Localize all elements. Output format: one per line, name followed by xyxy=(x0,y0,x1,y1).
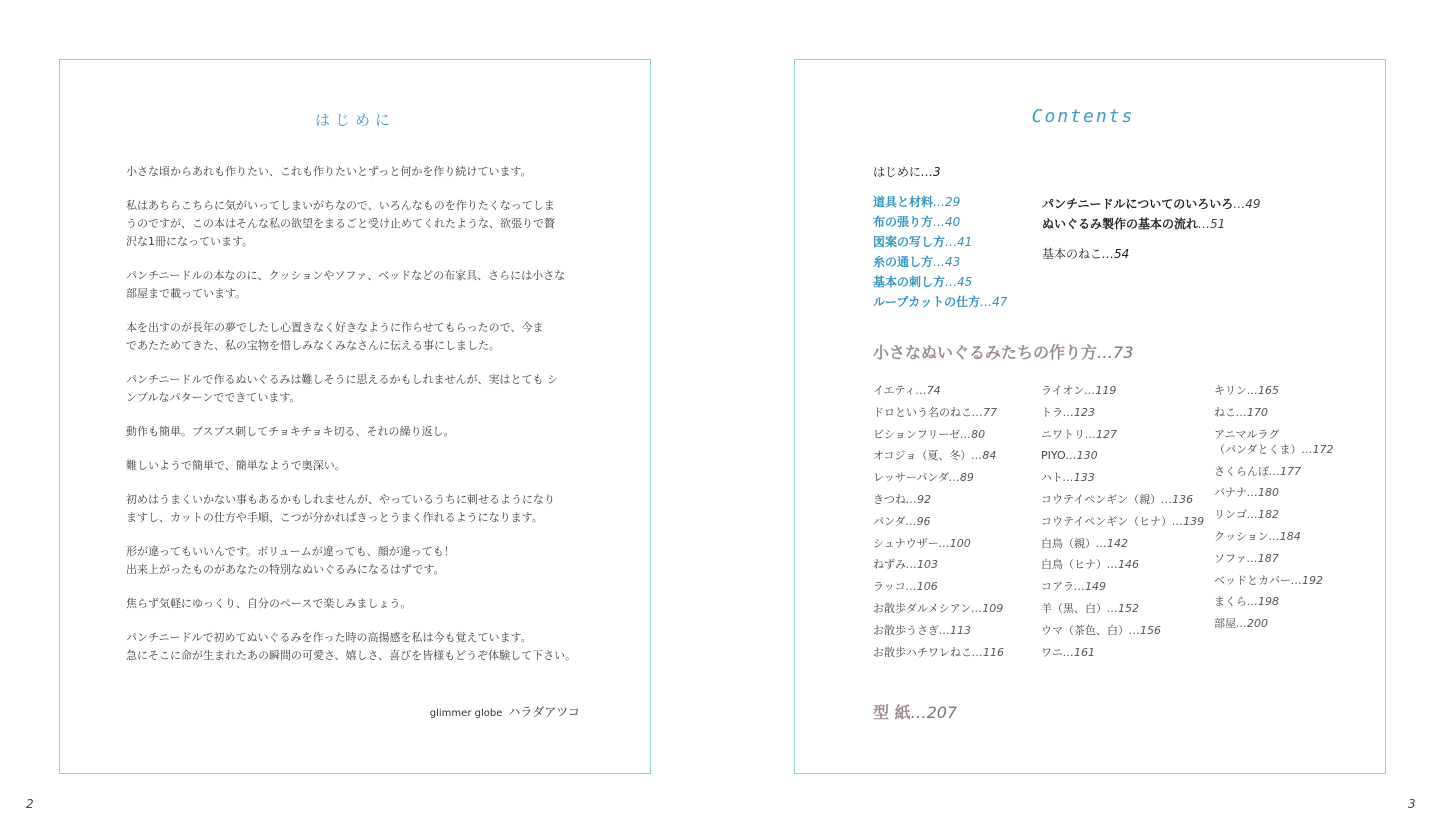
signature xyxy=(126,703,580,720)
section-heading-label: 小さなぬいぐるみたちの作り方 xyxy=(873,343,1098,362)
toc-page: …54 xyxy=(1102,247,1130,261)
toc-label: ループカットの仕方 xyxy=(873,295,981,309)
toc-page: …51 xyxy=(1198,217,1226,231)
intro-paragraph: パンチニードルで作るぬいぐるみは難しそうに思えるかもしれませんが、実はとても シ ンプルなパターンでできています。 xyxy=(126,373,559,404)
toc-page: …41 xyxy=(945,235,973,249)
intro-paragraph: 本を出すのが長年の夢でしたし心置きなく好きなように作らせてもらったので、今ま であたためてきた、私の宝物を惜しみなくみなさんに伝える事にしました。 xyxy=(126,321,544,352)
toc-label: パンチニードルについてのいろいろ xyxy=(1042,197,1234,211)
toc-list-item[interactable]: ワニ…161 xyxy=(1041,645,1095,659)
toc-list-item[interactable]: きつね…92 xyxy=(873,492,931,506)
toc-list-item[interactable]: ソファ…187 xyxy=(1214,551,1279,565)
section-heading-page: …73 xyxy=(1097,343,1134,362)
intro-paragraph: パンチニードルの本なのに、クッションやソファ、ベッドなどの布家具、さらには小さな 部屋まで載っています。 xyxy=(126,269,566,300)
toc-basics-item[interactable] xyxy=(873,232,972,252)
toc-label: 布の張り方 xyxy=(873,215,934,229)
toc-page: …45 xyxy=(945,275,973,289)
toc-basics-item[interactable] xyxy=(873,252,960,272)
toc-list-item[interactable]: 白鳥（親）…142 xyxy=(1041,536,1128,550)
page-number-left: 2 xyxy=(26,797,34,811)
toc-list-item[interactable]: リンゴ…182 xyxy=(1214,508,1279,522)
toc-basics-item[interactable] xyxy=(873,292,1007,312)
toc-list-item[interactable]: イエティ…74 xyxy=(873,384,941,397)
intro-paragraph: 動作も簡単。ブスブス刺してチョキチョキ切る、それの繰り返し。 xyxy=(126,425,455,438)
toc-label: 基本のねこ xyxy=(1042,247,1103,261)
toc-list-item[interactable]: オコジョ（夏、冬）…84 xyxy=(873,449,997,463)
toc-page: …43 xyxy=(933,255,961,269)
toc-list-item[interactable]: パンダ…96 xyxy=(873,514,931,528)
toc-list-item[interactable]: ニワトリ…127 xyxy=(1041,427,1117,441)
toc-basics-item[interactable] xyxy=(873,192,960,212)
toc-list-item[interactable]: 白鳥（ヒナ）…146 xyxy=(1041,558,1139,572)
toc-intro[interactable] xyxy=(873,162,941,182)
intro-paragraph: 形が違ってもいいんです。ボリュームが違っても、顔が違っても！ 出来上がったものがあなたの特別なぬいぐるみになるはずです。 xyxy=(126,545,455,576)
toc-column-1 xyxy=(873,380,1004,663)
toc-list-item[interactable]: クッション…184 xyxy=(1214,529,1301,543)
toc-page: …49 xyxy=(1233,197,1261,211)
section-heading-small-plush[interactable] xyxy=(873,340,1133,363)
toc-list-item[interactable]: お散歩ハチワレねこ…116 xyxy=(873,645,1004,659)
toc-list-item[interactable]: ねずみ…103 xyxy=(873,558,938,572)
intro-paragraph: パンチニードルで初めてぬいぐるみを作った時の高揚感を私は今も覚えています。 急にそこに命が生まれたあの瞬間の可愛さ、嬉しさ、喜びを皆様もどうぞ体験して下さい。 xyxy=(126,631,577,662)
toc-list-item[interactable]: まくら…198 xyxy=(1214,595,1279,609)
contents-title: Contents xyxy=(1031,106,1135,127)
signature-name: ハラダアツコ xyxy=(508,705,580,719)
toc-label: はじめに xyxy=(873,165,922,179)
toc-list-item[interactable]: お散歩うさぎ…113 xyxy=(873,623,971,637)
toc-list-item[interactable]: レッサーパンダ…89 xyxy=(873,471,974,485)
toc-list-item[interactable]: キリン…165 xyxy=(1214,384,1279,397)
toc-guide-item[interactable] xyxy=(1042,214,1225,234)
intro-paragraph: 難しいようで簡単で、簡単なようで奥深い。 xyxy=(126,459,346,472)
toc-list-item[interactable]: ラッコ…106 xyxy=(873,580,938,594)
toc-list-item[interactable]: アニマルラグ （パンダとくま）…172 xyxy=(1214,427,1334,456)
toc-basic-cat[interactable] xyxy=(1042,244,1129,264)
toc-page: …40 xyxy=(933,215,961,229)
toc-list-item[interactable]: 部屋…200 xyxy=(1214,617,1268,631)
toc-list-item[interactable]: バナナ…180 xyxy=(1214,486,1279,500)
toc-label: 図案の写し方 xyxy=(873,235,946,249)
toc-guide-item[interactable] xyxy=(1042,194,1261,214)
toc-basics-item[interactable] xyxy=(873,212,960,232)
toc-list-item[interactable]: PIYO…130 xyxy=(1041,449,1098,463)
toc-list-item[interactable]: さくらんぼ…177 xyxy=(1214,464,1301,478)
toc-list-item[interactable]: ドロという名のねこ…77 xyxy=(873,405,997,419)
toc-list-item[interactable]: コウテイペンギン（ヒナ）…139 xyxy=(1041,514,1205,528)
section-heading-pattern[interactable] xyxy=(873,700,957,723)
toc-column-3 xyxy=(1214,380,1334,635)
toc-list-item[interactable]: トラ…123 xyxy=(1041,405,1095,419)
intro-paragraph: 私はあちらこちらに気がいってしまいがちなので、いろんなものを作りたくなってしま うのですが、この本はそんな私の欲望をまるごと受け止めてくれたような、欲張りで贅 沢な1冊になっています。 xyxy=(126,199,555,248)
toc-list-item[interactable]: お散歩ダルメシアン…109 xyxy=(873,601,1004,615)
toc-list-item[interactable]: ウマ（茶色、白）…156 xyxy=(1041,623,1161,637)
toc-list-item[interactable]: ベッドとカバー…192 xyxy=(1214,573,1323,587)
page-number-right: 3 xyxy=(1408,797,1416,811)
toc-list-item[interactable]: シュナウザー…100 xyxy=(873,536,971,550)
section-heading-label: 型 紙 xyxy=(873,703,911,722)
toc-list-item[interactable]: ビションフリーゼ…80 xyxy=(873,427,986,441)
toc-column-2 xyxy=(1041,380,1204,663)
toc-label: 基本の刺し方 xyxy=(873,275,946,289)
intro-paragraph: 初めはうまくいかない事もあるかもしれませんが、やっているうちに刺せるようになり ますし、カットの仕方や手順、こつが分かればきっとうまく作れるようになります。 xyxy=(126,493,555,524)
signature-brand: glimmer globe xyxy=(429,708,503,719)
toc-page: …29 xyxy=(933,195,961,209)
intro-paragraph: 小さな頃からあれも作りたい、これも作りたいとずっと何かを作り続けています。 xyxy=(126,165,532,178)
intro-paragraph: 焦らず気軽にゆっくり、自分のペースで楽しみましょう。 xyxy=(126,597,412,610)
section-heading-page: …207 xyxy=(910,703,958,722)
intro-title: はじめに xyxy=(314,111,395,129)
toc-list-item[interactable]: ライオン…119 xyxy=(1041,384,1117,397)
toc-label: ぬいぐるみ製作の基本の流れ xyxy=(1042,217,1199,231)
toc-page: …3 xyxy=(921,165,941,179)
toc-basics-item[interactable] xyxy=(873,272,972,292)
toc-label: 道具と材料 xyxy=(873,195,934,209)
toc-page: …47 xyxy=(980,295,1008,309)
toc-list-item[interactable]: ねこ…170 xyxy=(1214,405,1268,419)
intro-body xyxy=(126,163,596,681)
toc-list-item[interactable]: ハト…133 xyxy=(1041,471,1095,485)
toc-list-item[interactable]: コアラ…149 xyxy=(1041,580,1106,594)
toc-label: 糸の通し方 xyxy=(873,255,934,269)
toc-list-item[interactable]: 羊（黒、白）…152 xyxy=(1041,601,1139,615)
toc-list-item[interactable]: コウテイペンギン（親）…136 xyxy=(1041,492,1194,506)
